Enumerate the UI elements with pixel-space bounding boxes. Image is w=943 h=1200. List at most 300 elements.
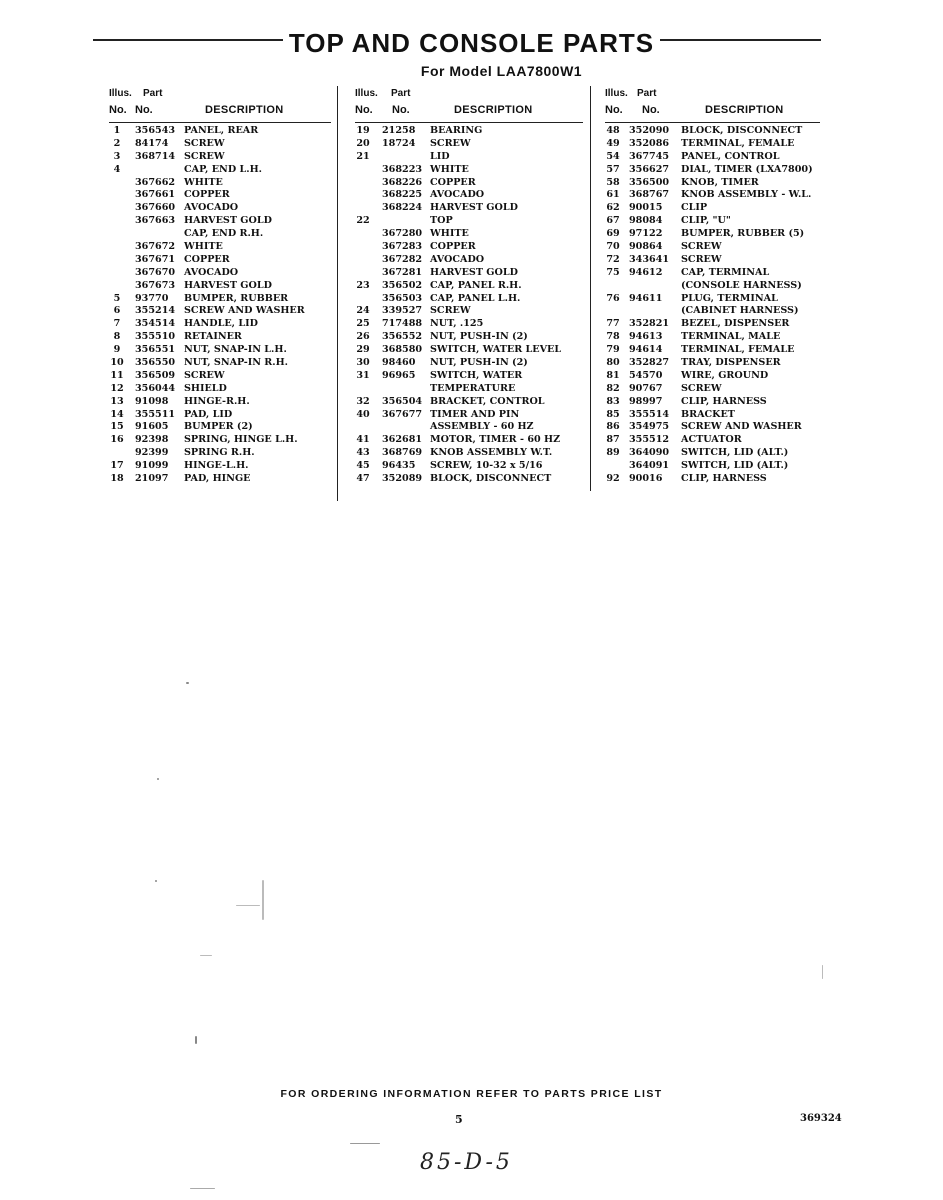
parts-row (109, 293, 331, 306)
illus-number: 8 (113, 331, 121, 343)
part-description: TRAY, DISPENSER (681, 357, 781, 369)
parts-row (355, 267, 583, 280)
part-number: 367663 (135, 215, 176, 227)
illus-number: 78 (606, 331, 620, 343)
part-number: 367282 (382, 253, 423, 265)
header-part-no: No. (642, 104, 660, 116)
scan-speck (157, 778, 159, 780)
part-number: 94612 (629, 266, 663, 278)
part-number: 368714 (135, 150, 176, 162)
part-description: CAP, END L.H. (184, 163, 262, 175)
parts-row (605, 383, 820, 396)
illus-number: 72 (606, 253, 620, 265)
parts-column-2 (355, 86, 583, 486)
part-description: TEMPERATURE (430, 382, 516, 394)
part-description: WIRE, GROUND (681, 369, 769, 381)
parts-row (109, 254, 331, 267)
part-description: CLIP, HARNESS (681, 473, 767, 485)
part-description: HARVEST GOLD (430, 202, 518, 214)
parts-row (355, 241, 583, 254)
parts-rows (605, 125, 820, 486)
part-description: TERMINAL, MALE (681, 331, 781, 343)
illus-number: 77 (606, 318, 620, 330)
illus-number: 23 (356, 279, 370, 291)
part-description: SPRING R.H. (184, 447, 255, 459)
part-description: NUT, PUSH-IN (2) (430, 357, 528, 369)
header-part: Part (391, 88, 411, 99)
illus-number: 12 (110, 382, 124, 394)
parts-row (109, 473, 331, 486)
parts-row (355, 151, 583, 164)
part-description: NUT, .125 (430, 318, 484, 330)
part-number: 356551 (135, 344, 176, 356)
part-description: KNOB ASSEMBLY - W.L. (681, 189, 812, 201)
column-header (109, 86, 331, 123)
parts-row (605, 228, 820, 241)
part-description: TERMINAL, FEMALE (681, 137, 795, 149)
part-number: 368767 (629, 189, 670, 201)
parts-row (355, 293, 583, 306)
parts-row (355, 370, 583, 383)
scan-speck (262, 880, 264, 920)
part-description: CAP, END R.H. (184, 228, 264, 240)
part-description: BEZEL, DISPENSER (681, 318, 790, 330)
part-description: SCREW (681, 241, 722, 253)
illus-number: 10 (110, 357, 124, 369)
scan-speck (236, 905, 260, 906)
part-description: SCREW (681, 382, 722, 394)
part-number: 367671 (135, 253, 176, 265)
illus-number: 26 (356, 331, 370, 343)
document-number: 369324 (800, 1113, 842, 1124)
part-description: HINGE-L.H. (184, 460, 249, 472)
parts-row (605, 241, 820, 254)
parts-row (605, 280, 820, 293)
parts-row (109, 434, 331, 447)
illus-number: 85 (606, 408, 620, 420)
part-number: 367745 (629, 150, 670, 162)
part-description: SCREW (184, 150, 225, 162)
parts-row (355, 460, 583, 473)
part-number: 367281 (382, 266, 423, 278)
part-number: 97122 (629, 228, 663, 240)
part-number: 339527 (382, 305, 423, 317)
part-description: PANEL, CONTROL (681, 150, 780, 162)
header-part-no: No. (392, 104, 410, 116)
illus-number: 61 (606, 189, 620, 201)
part-number: 352089 (382, 473, 423, 485)
parts-row (605, 305, 820, 318)
part-description: HARVEST GOLD (184, 279, 272, 291)
parts-row (605, 421, 820, 434)
handwritten-note: 85-D-5 (420, 1150, 513, 1175)
part-description: COPPER (184, 253, 230, 265)
illus-number: 13 (110, 395, 124, 407)
illus-number: 82 (606, 382, 620, 394)
parts-rows (355, 125, 583, 486)
part-description: SCREW AND WASHER (184, 305, 305, 317)
part-number: 355514 (629, 408, 670, 420)
part-description: SWITCH, WATER (430, 369, 523, 381)
part-number: 94614 (629, 344, 663, 356)
parts-row (355, 344, 583, 357)
part-number: 354514 (135, 318, 176, 330)
illus-number: 25 (356, 318, 370, 330)
parts-row (109, 344, 331, 357)
illus-number: 24 (356, 305, 370, 317)
part-number: 368223 (382, 163, 423, 175)
illus-number: 3 (113, 150, 121, 162)
part-number: 356500 (629, 176, 670, 188)
parts-row (355, 421, 583, 434)
parts-row (355, 202, 583, 215)
part-description: CLIP (681, 202, 708, 214)
parts-row (355, 228, 583, 241)
parts-row (605, 357, 820, 370)
part-description: HANDLE, LID (184, 318, 258, 330)
part-number: 92399 (135, 447, 169, 459)
part-description: COPPER (430, 176, 476, 188)
part-description: LID (430, 150, 450, 162)
part-description: COPPER (184, 189, 230, 201)
part-description: BLOCK, DISCONNECT (681, 125, 803, 136)
parts-row (109, 318, 331, 331)
parts-row (355, 434, 583, 447)
scan-speck (190, 1188, 215, 1189)
parts-row (355, 138, 583, 151)
scan-speck (195, 1036, 197, 1044)
part-description: SCREW (430, 137, 471, 149)
part-number: 352821 (629, 318, 670, 330)
parts-rows (109, 125, 331, 486)
illus-number: 1 (113, 125, 121, 136)
illus-number: 18 (110, 473, 124, 485)
scan-speck (155, 880, 157, 882)
part-description: HARVEST GOLD (184, 215, 272, 227)
illus-number: 92 (606, 473, 620, 485)
part-description: KNOB ASSEMBLY W.T. (430, 447, 553, 459)
parts-row (355, 473, 583, 486)
part-description: BRACKET, CONTROL (430, 395, 545, 407)
part-number: 368580 (382, 344, 423, 356)
header-illus: Illus. (605, 88, 628, 99)
part-number: 96435 (382, 460, 416, 472)
parts-row (109, 409, 331, 422)
part-number: 98460 (382, 357, 416, 369)
parts-row (355, 331, 583, 344)
part-description: BRACKET (681, 408, 735, 420)
parts-row (605, 267, 820, 280)
parts-row (109, 125, 331, 138)
header-part-no: No. (135, 104, 153, 116)
part-description: SWITCH, LID (ALT.) (681, 447, 789, 459)
column-divider-1 (337, 86, 338, 501)
part-description: AVOCADO (184, 202, 239, 214)
illus-number: 20 (356, 137, 370, 149)
part-number: 90864 (629, 241, 663, 253)
parts-row (109, 370, 331, 383)
parts-row (605, 151, 820, 164)
parts-row (109, 228, 331, 241)
part-number: 91099 (135, 460, 169, 472)
model-subtitle (0, 63, 943, 79)
column-divider-2 (590, 86, 591, 491)
part-description: (CABINET HARNESS) (681, 305, 799, 317)
illus-number: 49 (606, 137, 620, 149)
parts-row (355, 447, 583, 460)
part-description: BUMPER, RUBBER (184, 292, 289, 304)
parts-row (109, 383, 331, 396)
part-number: 367677 (382, 408, 423, 420)
part-description: COPPER (430, 241, 476, 253)
parts-row (605, 409, 820, 422)
part-number: 21097 (135, 473, 169, 485)
part-description: SPRING, HINGE L.H. (184, 434, 298, 446)
header-illus: Illus. (355, 88, 378, 99)
part-number: 54570 (629, 369, 663, 381)
illus-number: 7 (113, 318, 121, 330)
part-description: SHIELD (184, 382, 227, 394)
part-description: WHITE (430, 228, 469, 240)
part-number: 352827 (629, 357, 670, 369)
part-description: PAD, LID (184, 408, 233, 420)
illus-number: 21 (356, 150, 370, 162)
part-description: WHITE (184, 241, 223, 253)
parts-row (109, 164, 331, 177)
model-subtitle-text: For Model LAA7800W1 (420, 63, 583, 79)
part-number: 355512 (629, 434, 670, 446)
part-description: AVOCADO (430, 253, 485, 265)
part-number: 21258 (382, 125, 416, 136)
illus-number: 4 (113, 163, 121, 175)
parts-row (355, 318, 583, 331)
part-description: BEARING (430, 125, 483, 136)
part-number: 364091 (629, 460, 670, 472)
scan-speck (186, 682, 189, 684)
part-number: 356552 (382, 331, 423, 343)
part-description: RETAINER (184, 331, 242, 343)
part-description: SWITCH, WATER LEVEL (430, 344, 562, 356)
header-description: DESCRIPTION (205, 104, 284, 116)
part-description: NUT, SNAP-IN R.H. (184, 357, 289, 369)
part-number: 367662 (135, 176, 176, 188)
illus-number: 31 (356, 369, 370, 381)
part-number: 356627 (629, 163, 670, 175)
parts-row (605, 344, 820, 357)
part-number: 364090 (629, 447, 670, 459)
part-description: NUT, PUSH-IN (2) (430, 331, 528, 343)
part-number: 352090 (629, 125, 670, 136)
part-description: ASSEMBLY - 60 HZ (430, 421, 534, 433)
parts-row (605, 293, 820, 306)
parts-row (109, 396, 331, 409)
part-description: SCREW (184, 369, 225, 381)
header-part: Part (637, 88, 657, 99)
part-description: HARVEST GOLD (430, 266, 518, 278)
scan-speck (822, 965, 823, 979)
parts-row (605, 254, 820, 267)
illus-number: 76 (606, 292, 620, 304)
part-description: TOP (430, 215, 453, 227)
parts-row (109, 177, 331, 190)
part-description: PLUG, TERMINAL (681, 292, 778, 304)
parts-row (355, 164, 583, 177)
part-number: 356543 (135, 125, 176, 136)
part-description: SCREW, 10-32 x 5/16 (430, 460, 543, 472)
part-description: PAD, HINGE (184, 473, 251, 485)
illus-number: 45 (356, 460, 370, 472)
part-description: CLIP, "U" (681, 215, 731, 227)
parts-row (109, 267, 331, 280)
parts-row (605, 138, 820, 151)
illus-number: 15 (110, 421, 124, 433)
page-title (0, 28, 943, 59)
part-description: MOTOR, TIMER - 60 HZ (430, 434, 561, 446)
parts-row (109, 215, 331, 228)
part-number: 343641 (629, 253, 670, 265)
parts-row (109, 305, 331, 318)
illus-number: 11 (110, 369, 124, 381)
part-number: 355510 (135, 331, 176, 343)
part-number: 367283 (382, 241, 423, 253)
parts-row (109, 460, 331, 473)
parts-row (605, 318, 820, 331)
part-number: 90016 (629, 473, 663, 485)
illus-number: 81 (606, 369, 620, 381)
illus-number: 89 (606, 447, 620, 459)
part-number: 362681 (382, 434, 423, 446)
illus-number: 48 (606, 125, 620, 136)
part-description: HINGE-R.H. (184, 395, 250, 407)
parts-row (355, 125, 583, 138)
part-description: (CONSOLE HARNESS) (681, 279, 802, 291)
parts-row (109, 331, 331, 344)
illus-number: 58 (606, 176, 620, 188)
parts-row (355, 305, 583, 318)
parts-row (605, 164, 820, 177)
parts-row (355, 383, 583, 396)
page-title-text: TOP AND CONSOLE PARTS (283, 28, 660, 58)
part-number: 367673 (135, 279, 176, 291)
part-number: 94611 (629, 292, 663, 304)
part-description: NUT, SNAP-IN L.H. (184, 344, 287, 356)
part-description: TIMER AND PIN (430, 408, 520, 420)
header-part: Part (143, 88, 163, 99)
illus-number: 9 (113, 344, 121, 356)
parts-row (605, 189, 820, 202)
illus-number: 6 (113, 305, 121, 317)
parts-row (605, 434, 820, 447)
part-number: 352086 (629, 137, 670, 149)
part-number: 96965 (382, 369, 416, 381)
parts-column-3 (605, 86, 820, 486)
header-description: DESCRIPTION (454, 104, 533, 116)
part-number: 84174 (135, 137, 169, 149)
part-number: 367660 (135, 202, 176, 214)
parts-row (605, 396, 820, 409)
part-number: 93770 (135, 292, 169, 304)
parts-row (109, 357, 331, 370)
parts-row (109, 189, 331, 202)
part-number: 367661 (135, 189, 176, 201)
part-description: KNOB, TIMER (681, 176, 759, 188)
parts-row (605, 473, 820, 486)
scan-speck (200, 955, 212, 956)
parts-row (605, 370, 820, 383)
part-number: 356502 (382, 279, 423, 291)
parts-row (605, 215, 820, 228)
ordering-footer: FOR ORDERING INFORMATION REFER TO PARTS PRICE LIST (280, 1088, 663, 1100)
header-illus-no: No. (605, 104, 623, 116)
illus-number: 47 (356, 473, 370, 485)
illus-number: 2 (113, 137, 121, 149)
part-number: 367280 (382, 228, 423, 240)
part-number: 90015 (629, 202, 663, 214)
parts-row (605, 331, 820, 344)
part-number: 368224 (382, 202, 423, 214)
parts-row (109, 151, 331, 164)
part-description: CLIP, HARNESS (681, 395, 767, 407)
part-number: 98084 (629, 215, 663, 227)
illus-number: 29 (356, 344, 370, 356)
part-description: SCREW AND WASHER (681, 421, 802, 433)
part-description: AVOCADO (184, 266, 239, 278)
part-number: 356509 (135, 369, 176, 381)
illus-number: 57 (606, 163, 620, 175)
part-description: SCREW (430, 305, 471, 317)
part-number: 355511 (135, 408, 176, 420)
part-number: 717488 (382, 318, 423, 330)
part-description: CAP, PANEL R.H. (430, 279, 522, 291)
part-number: 91605 (135, 421, 169, 433)
illus-number: 80 (606, 357, 620, 369)
part-number: 91098 (135, 395, 169, 407)
illus-number: 19 (356, 125, 370, 136)
header-illus-no: No. (109, 104, 127, 116)
header-description: DESCRIPTION (705, 104, 784, 116)
illus-number: 17 (110, 460, 124, 472)
illus-number: 41 (356, 434, 370, 446)
part-number: 355214 (135, 305, 176, 317)
part-description: AVOCADO (430, 189, 485, 201)
parts-row (605, 202, 820, 215)
illus-number: 87 (606, 434, 620, 446)
page-number: 5 (455, 1113, 463, 1126)
part-number: 356503 (382, 292, 423, 304)
illus-number: 75 (606, 266, 620, 278)
illus-number: 83 (606, 395, 620, 407)
parts-column-1 (109, 86, 331, 486)
part-number: 354975 (629, 421, 670, 433)
parts-row (355, 280, 583, 293)
part-number: 356550 (135, 357, 176, 369)
illus-number: 30 (356, 357, 370, 369)
part-number: 18724 (382, 137, 416, 149)
parts-row (605, 460, 820, 473)
part-number: 90767 (629, 382, 663, 394)
parts-row (355, 357, 583, 370)
part-description: ACTUATOR (681, 434, 742, 446)
part-number: 368225 (382, 189, 423, 201)
illus-number: 14 (110, 408, 124, 420)
part-description: WHITE (430, 163, 469, 175)
part-description: DIAL, TIMER (LXA7800) (681, 163, 813, 175)
part-description: BUMPER, RUBBER (5) (681, 228, 805, 240)
illus-number: 69 (606, 228, 620, 240)
part-number: 367672 (135, 241, 176, 253)
parts-row (605, 177, 820, 190)
part-number: 367670 (135, 266, 176, 278)
